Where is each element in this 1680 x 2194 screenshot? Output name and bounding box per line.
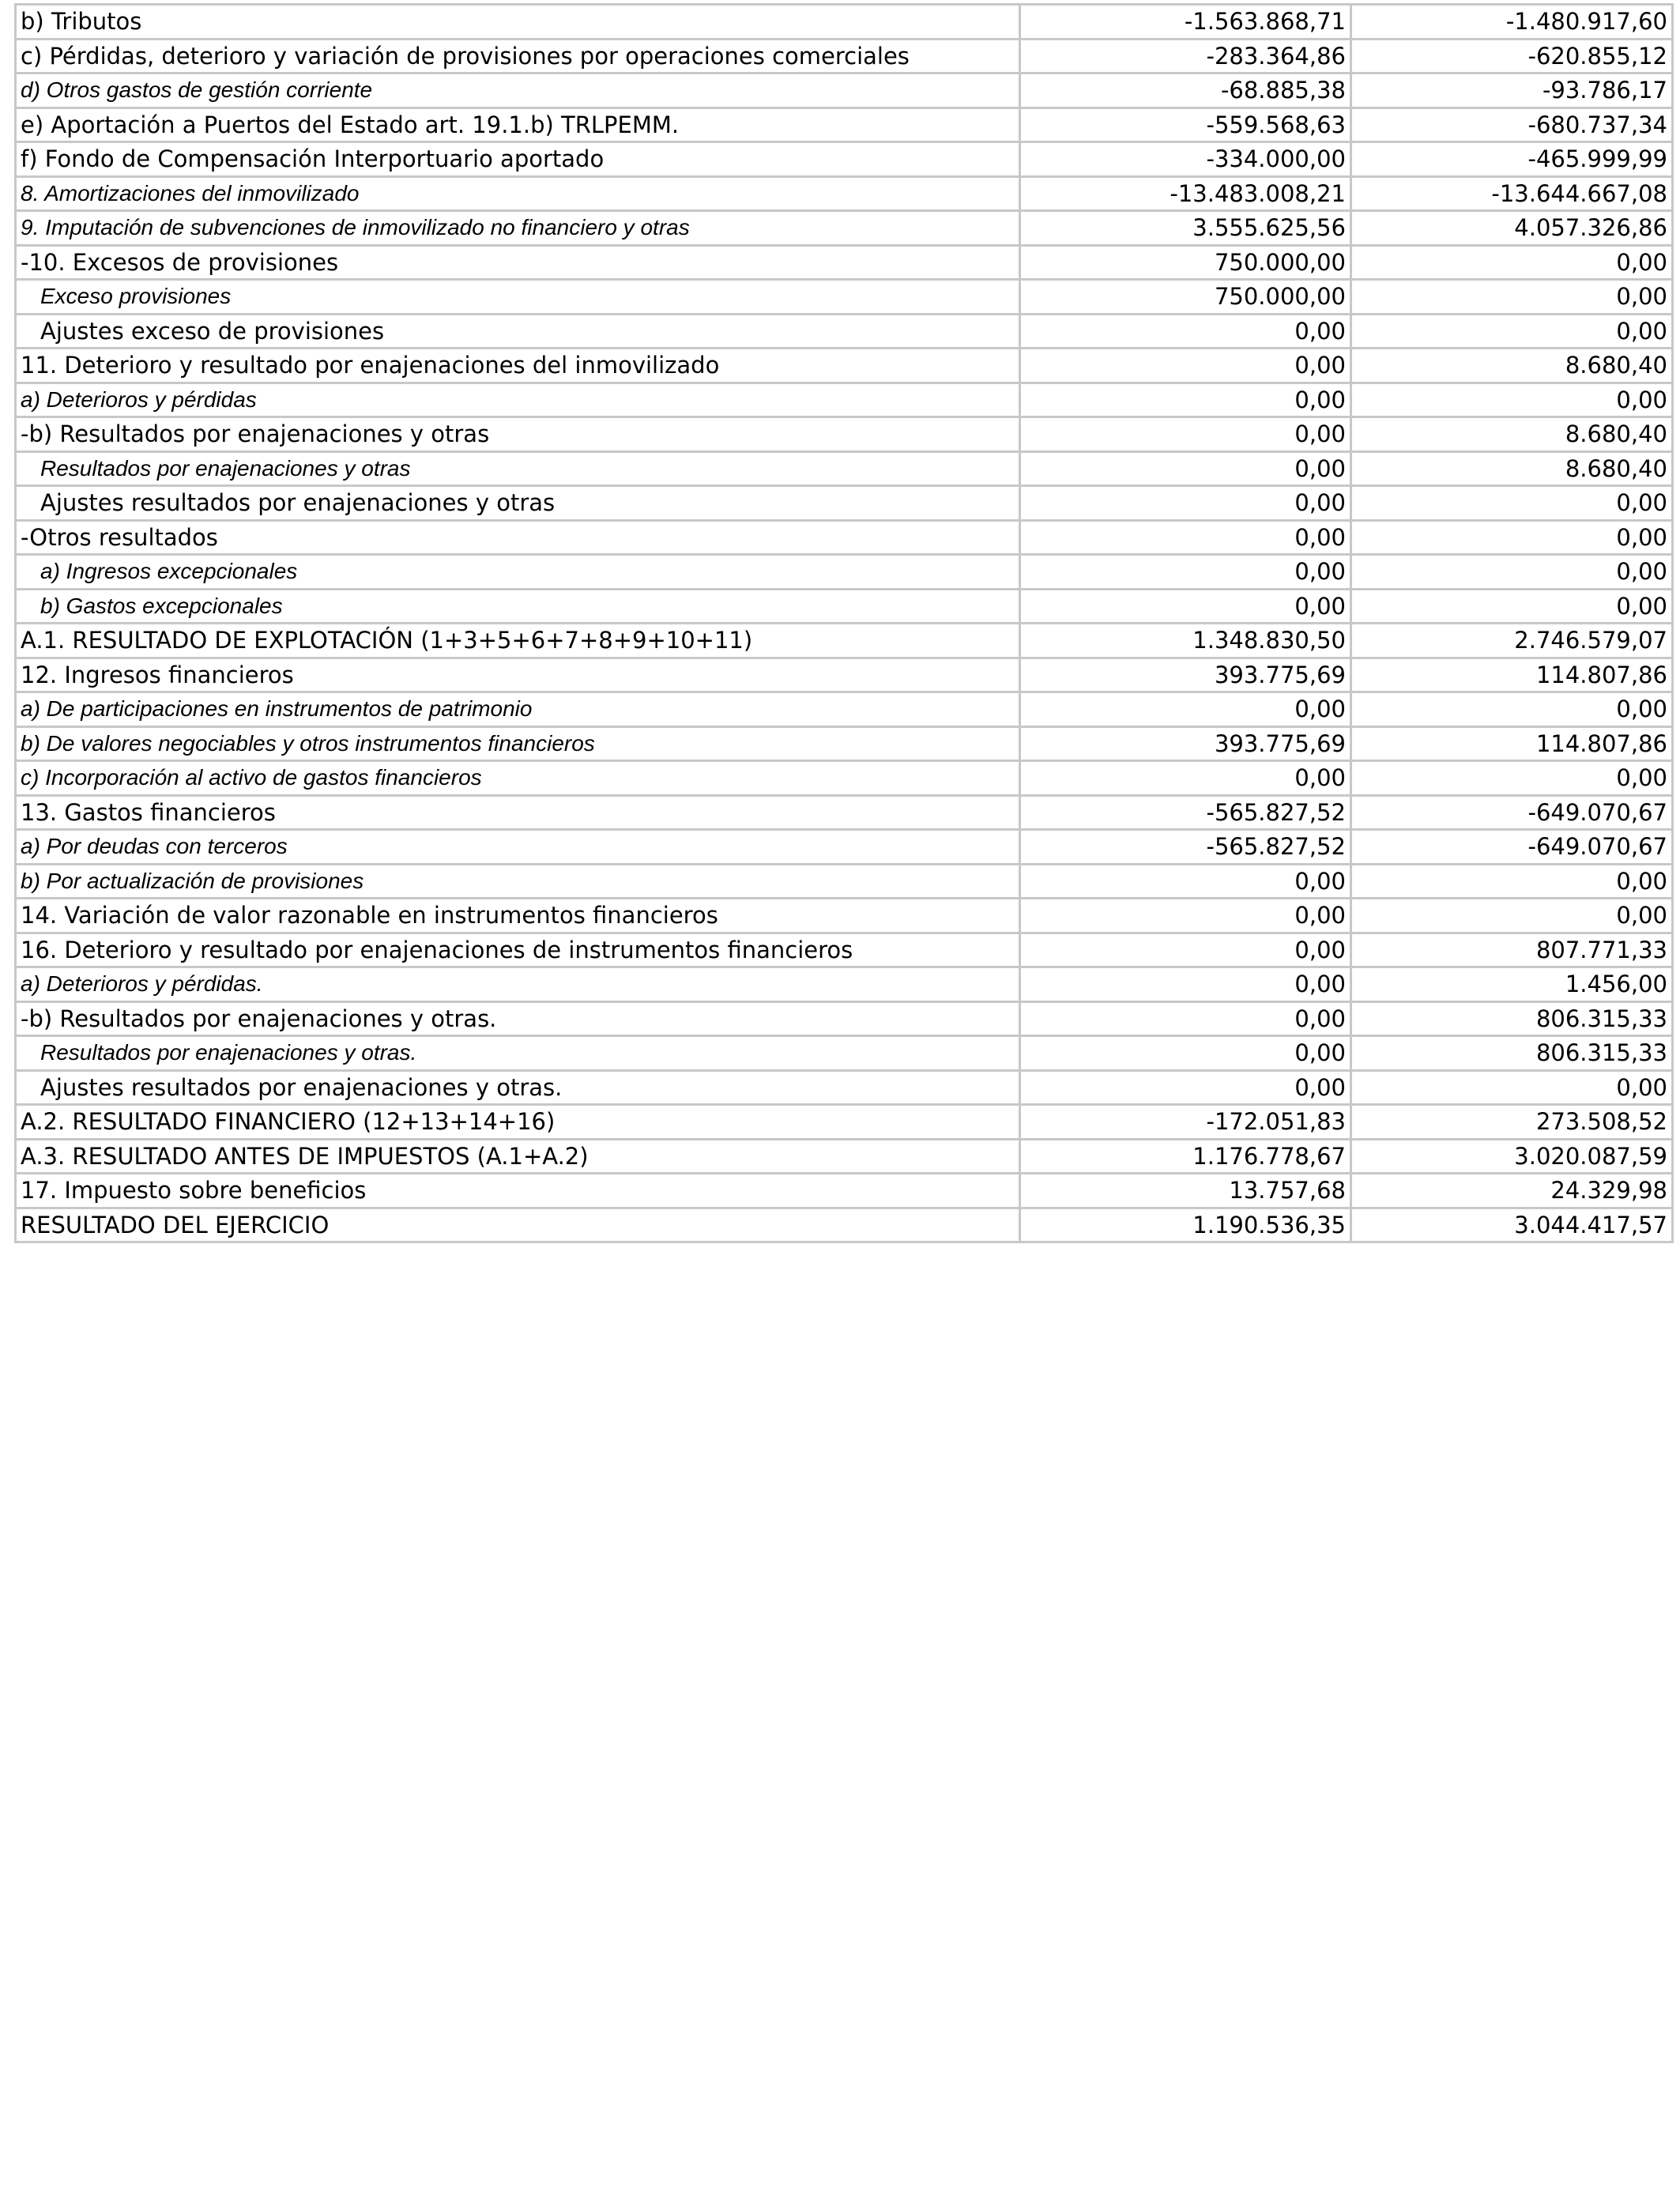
table-row [16,176,1673,211]
table-row [16,1208,1673,1242]
value-current-year: -283.364,86 [1020,39,1351,74]
value-previous-year: -649.070,67 [1351,830,1673,865]
value-previous-year: 0,00 [1351,692,1673,727]
value-previous-year: 0,00 [1351,864,1673,899]
income-statement-sheet [14,3,1671,1243]
table-row [16,658,1673,692]
value-current-year: 13.757,68 [1020,1174,1351,1208]
row-label: -b) Resultados por enajenaciones y otras. [16,1001,1020,1036]
row-label: d) Otros gastos de gestión corriente [16,74,1020,108]
value-current-year: 0,00 [1020,383,1351,417]
table-row [16,624,1673,658]
value-current-year: 393.775,69 [1020,726,1351,761]
value-current-year: 0,00 [1020,967,1351,1002]
value-previous-year: 2.746.579,07 [1351,624,1673,658]
table-row [16,1105,1673,1140]
row-label: b) Por actualización de provisiones [16,864,1020,899]
value-current-year: 0,00 [1020,899,1351,933]
row-label: a) Deterioros y pérdidas [16,383,1020,417]
value-previous-year: 0,00 [1351,245,1673,280]
value-previous-year: 8.680,40 [1351,349,1673,383]
table-row [16,795,1673,830]
table-row [16,486,1673,521]
value-previous-year: 4.057.326,86 [1351,211,1673,246]
table-row [16,1139,1673,1174]
table-row [16,1036,1673,1071]
value-previous-year: 8.680,40 [1351,451,1673,486]
value-current-year: -559.568,63 [1020,107,1351,142]
row-label: RESULTADO DEL EJERCICIO [16,1208,1020,1242]
table-row [16,692,1673,727]
row-label: e) Aportación a Puertos del Estado art. 19.1.b) TRLPEMM. [16,107,1020,142]
value-previous-year: -1.480.917,60 [1351,5,1673,40]
row-label: 13. Gastos financieros [16,795,1020,830]
table-row [16,899,1673,933]
value-previous-year: 806.315,33 [1351,1001,1673,1036]
row-label: b) Tributos [16,5,1020,40]
value-previous-year: 0,00 [1351,555,1673,590]
row-label: a) Deterioros y pérdidas. [16,967,1020,1002]
table-row [16,726,1673,761]
table-row [16,74,1673,108]
table-row [16,589,1673,624]
value-previous-year: 0,00 [1351,486,1673,521]
value-previous-year: 0,00 [1351,589,1673,624]
table-row [16,280,1673,315]
table-row [16,349,1673,383]
row-label: Ajustes exceso de provisiones [16,314,1020,349]
value-current-year: 0,00 [1020,417,1351,452]
value-previous-year: -93.786,17 [1351,74,1673,108]
value-current-year: 0,00 [1020,933,1351,967]
value-current-year: 0,00 [1020,761,1351,796]
row-label: Ajustes resultados por enajenaciones y otras [16,486,1020,521]
row-label: Resultados por enajenaciones y otras [16,451,1020,486]
row-label: a) Por deudas con terceros [16,830,1020,865]
table-row [16,520,1673,555]
table-row [16,830,1673,865]
table-row [16,933,1673,967]
value-previous-year: 114.807,86 [1351,726,1673,761]
table-row [16,451,1673,486]
row-label: a) De participaciones en instrumentos de patrimonio [16,692,1020,727]
row-label: Resultados por enajenaciones y otras. [16,1036,1020,1071]
table-row [16,417,1673,452]
row-label: b) De valores negociables y otros instrumentos financieros [16,726,1020,761]
value-current-year: 3.555.625,56 [1020,211,1351,246]
table-row [16,5,1673,40]
row-label: -Otros resultados [16,520,1020,555]
value-current-year: 1.348.830,50 [1020,624,1351,658]
value-previous-year: 1.456,00 [1351,967,1673,1002]
value-previous-year: 8.680,40 [1351,417,1673,452]
row-label: 16. Deterioro y resultado por enajenaciones de instrumentos financieros [16,933,1020,967]
row-label: 8. Amortizaciones del inmovilizado [16,176,1020,211]
value-current-year: 393.775,69 [1020,658,1351,692]
row-label: 17. Impuesto sobre beneficios [16,1174,1020,1208]
row-label: 11. Deterioro y resultado por enajenaciones del inmovilizado [16,349,1020,383]
value-current-year: 0,00 [1020,692,1351,727]
value-current-year: 0,00 [1020,314,1351,349]
income-statement-table [14,3,1674,1243]
row-label: c) Pérdidas, deterioro y variación de provisiones por operaciones comerciales [16,39,1020,74]
value-previous-year: 114.807,86 [1351,658,1673,692]
value-current-year: 0,00 [1020,555,1351,590]
value-current-year: 0,00 [1020,864,1351,899]
value-previous-year: 806.315,33 [1351,1036,1673,1071]
table-row [16,1070,1673,1105]
value-current-year: 0,00 [1020,1036,1351,1071]
row-label: Ajustes resultados por enajenaciones y otras. [16,1070,1020,1105]
row-label: Exceso provisiones [16,280,1020,315]
value-previous-year: 0,00 [1351,1070,1673,1105]
value-previous-year: 0,00 [1351,383,1673,417]
value-previous-year: 0,00 [1351,314,1673,349]
table-body [16,5,1673,1242]
table-row [16,967,1673,1002]
value-current-year: 0,00 [1020,486,1351,521]
table-row [16,142,1673,177]
row-label: 14. Variación de valor razonable en instrumentos financieros [16,899,1020,933]
table-row [16,1001,1673,1036]
row-label: 12. Ingresos financieros [16,658,1020,692]
value-current-year: -13.483.008,21 [1020,176,1351,211]
value-current-year: 0,00 [1020,1001,1351,1036]
value-current-year: 1.190.536,35 [1020,1208,1351,1242]
value-current-year: -68.885,38 [1020,74,1351,108]
value-previous-year: 0,00 [1351,520,1673,555]
value-previous-year: 0,00 [1351,280,1673,315]
value-current-year: 0,00 [1020,589,1351,624]
table-row [16,383,1673,417]
table-row [16,1174,1673,1208]
value-previous-year: 3.020.087,59 [1351,1139,1673,1174]
value-current-year: 0,00 [1020,451,1351,486]
value-previous-year: 0,00 [1351,761,1673,796]
value-previous-year: -680.737,34 [1351,107,1673,142]
value-current-year: -334.000,00 [1020,142,1351,177]
value-current-year: 0,00 [1020,520,1351,555]
table-row [16,211,1673,246]
row-label: A.1. RESULTADO DE EXPLOTACIÓN (1+3+5+6+7+8+9+10+11) [16,624,1020,658]
table-row [16,107,1673,142]
row-label: -b) Resultados por enajenaciones y otras [16,417,1020,452]
table-row [16,314,1673,349]
value-previous-year: 807.771,33 [1351,933,1673,967]
value-current-year: 1.176.778,67 [1020,1139,1351,1174]
value-previous-year: -13.644.667,08 [1351,176,1673,211]
value-current-year: -1.563.868,71 [1020,5,1351,40]
table-row [16,555,1673,590]
value-current-year: -565.827,52 [1020,830,1351,865]
value-previous-year: 273.508,52 [1351,1105,1673,1140]
value-previous-year: 24.329,98 [1351,1174,1673,1208]
row-label: b) Gastos excepcionales [16,589,1020,624]
value-current-year: 750.000,00 [1020,245,1351,280]
row-label: a) Ingresos excepcionales [16,555,1020,590]
table-row [16,864,1673,899]
value-previous-year: -620.855,12 [1351,39,1673,74]
value-previous-year: 3.044.417,57 [1351,1208,1673,1242]
table-row [16,39,1673,74]
row-label: -10. Excesos de provisiones [16,245,1020,280]
value-current-year: -565.827,52 [1020,795,1351,830]
value-current-year: 0,00 [1020,1070,1351,1105]
value-previous-year: -465.999,99 [1351,142,1673,177]
value-current-year: -172.051,83 [1020,1105,1351,1140]
value-current-year: 0,00 [1020,349,1351,383]
table-row [16,245,1673,280]
row-label: c) Incorporación al activo de gastos financieros [16,761,1020,796]
value-previous-year: 0,00 [1351,899,1673,933]
value-previous-year: -649.070,67 [1351,795,1673,830]
table-row [16,761,1673,796]
value-current-year: 750.000,00 [1020,280,1351,315]
row-label: 9. Imputación de subvenciones de inmovilizado no financiero y otras [16,211,1020,246]
row-label: A.3. RESULTADO ANTES DE IMPUESTOS (A.1+A.2) [16,1139,1020,1174]
row-label: f) Fondo de Compensación Interportuario aportado [16,142,1020,177]
row-label: A.2. RESULTADO FINANCIERO (12+13+14+16) [16,1105,1020,1140]
